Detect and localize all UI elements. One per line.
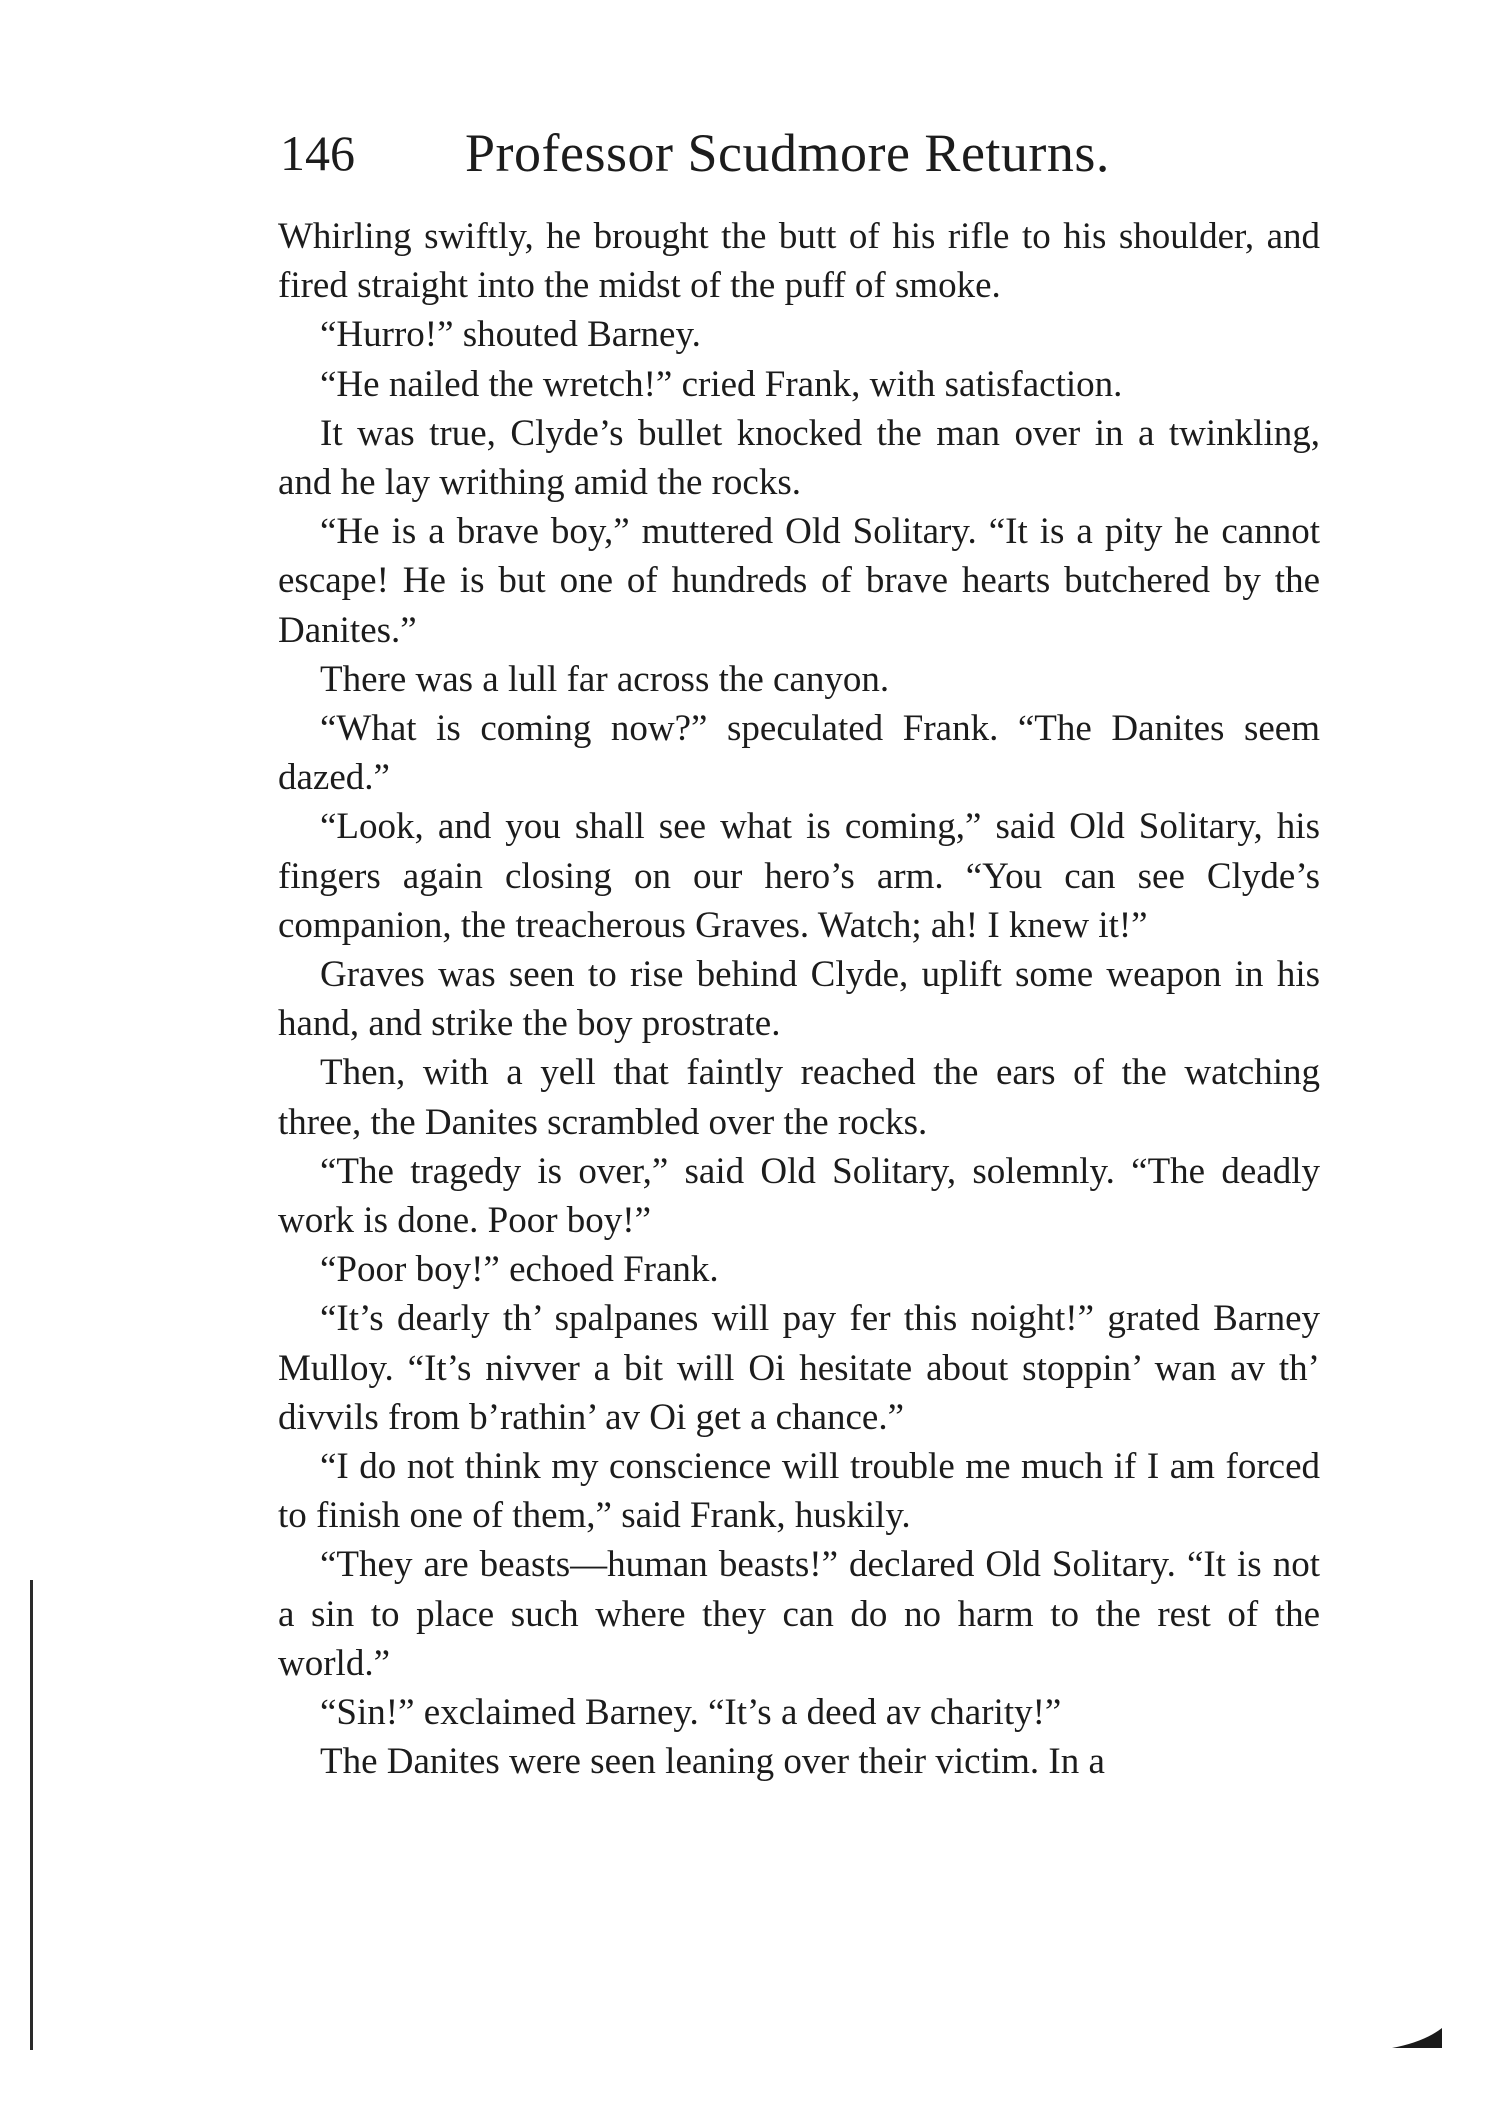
paragraph: “He nailed the wretch!” cried Frank, with satisfaction. [320, 363, 1123, 405]
paragraph: There was a lull far across the canyon. [320, 658, 890, 700]
paragraph: Then, with a yell that faintly reached the ears of the watching three, the Danites scrambled over the rocks. [278, 1052, 1320, 1143]
paragraph: “They are beasts—human beasts!” declared Old Solitary. “It is not a sin to place such where they can do no harm to the rest of the world.” [278, 1544, 1320, 1684]
paragraph-last: The Danites were seen leaning over their victim. In a [320, 1741, 1105, 1783]
paragraph: It was true, Clyde’s bullet knocked the man over in a twinkling, and he lay writhing amid the rocks. [278, 412, 1320, 504]
paragraph-continuation: Whirling swiftly, he brought the butt of his rifle to his shoulder, and fired straight into the midst of the puff of smoke. [278, 216, 1320, 307]
paragraph: Graves was seen to rise behind Clyde, uplift some weapon in his hand, and strike the boy prostrate. [278, 954, 1320, 1045]
running-title: Professor Scudmore Returns. [465, 123, 1110, 183]
paragraph: “The tragedy is over,” said Old Solitary, solemnly. “The deadly work is done. Poor boy!” [278, 1150, 1320, 1242]
page-corner-mark [1392, 2028, 1444, 2050]
paragraph: “Look, and you shall see what is coming,” said Old Solitary, his fingers again closing on our hero’s arm. “You can see Clyde’s companion, the treacherous Graves. Watch; ah! I knew it!” [278, 806, 1320, 946]
margin-rule [30, 1580, 33, 2050]
paragraph: “I do not think my conscience will trouble me much if I am forced to finish one of them,” said Frank, huskily. [278, 1446, 1320, 1537]
paragraph: “Sin!” exclaimed Barney. “It’s a deed av charity!” [320, 1692, 1062, 1734]
paragraph: “It’s dearly th’ spalpanes will pay fer this noight!” grated Barney Mulloy. “It’s nivver a bit will Oi hesitate about stoppin’ wan av th’ divvils from b’rathin’ av Oi get a chance.” [278, 1298, 1320, 1438]
page-header [280, 118, 1330, 208]
body-text [278, 212, 1320, 1787]
paragraph: “He is a brave boy,” muttered Old Solitary. “It is a pity he cannot escape! He is but one of hundreds of brave hearts butchered by the Danites.” [278, 511, 1320, 651]
paragraph: “Poor boy!” echoed Frank. [320, 1249, 719, 1291]
paragraph: “What is coming now?” speculated Frank. “The Danites seem dazed.” [278, 708, 1320, 799]
paragraph: “Hurro!” shouted Barney. [320, 314, 701, 356]
page-number: 146 [280, 125, 355, 181]
